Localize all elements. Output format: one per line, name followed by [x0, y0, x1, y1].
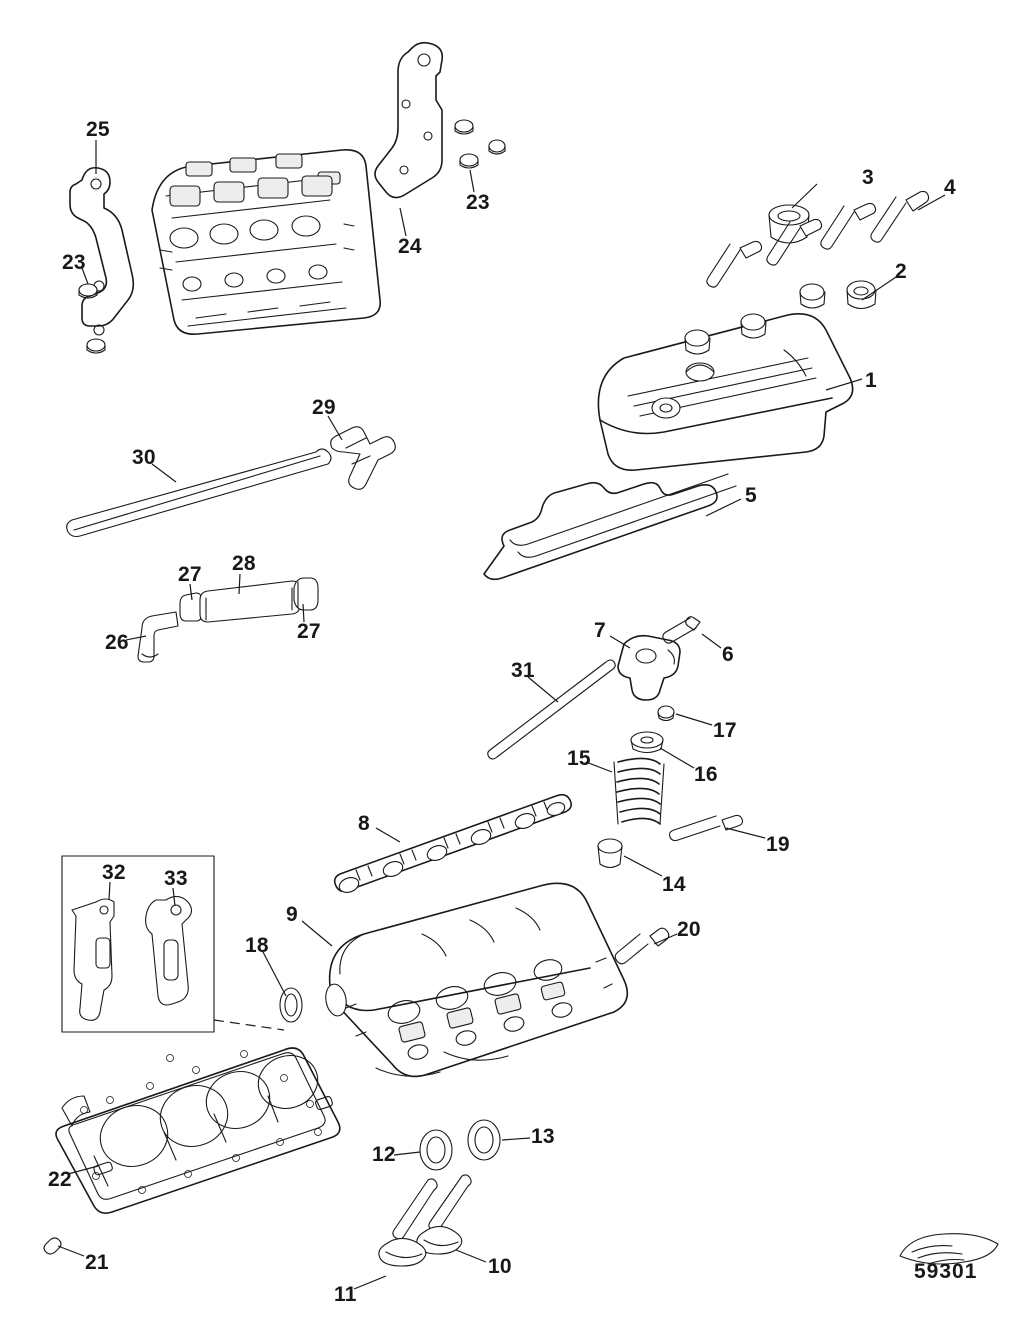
- callout-5: 5: [745, 484, 757, 507]
- callout-7: 7: [594, 619, 606, 642]
- part-cylinder-head: [323, 883, 627, 1076]
- callout-30: 30: [132, 446, 156, 469]
- callout-28: 28: [232, 552, 256, 575]
- callout-18: 18: [245, 934, 269, 957]
- callout-27-left: 27: [178, 563, 202, 586]
- callout-26: 26: [105, 631, 129, 654]
- part-lifting-bracket-rear: [375, 43, 442, 198]
- callout-2: 2: [895, 260, 907, 283]
- cylinder-head-top-view: [152, 150, 380, 334]
- callout-10: 10: [488, 1255, 512, 1278]
- callout-31: 31: [511, 659, 535, 682]
- callout-27-right: 27: [297, 620, 321, 643]
- part-rocker-shaft-assembly: [335, 795, 572, 895]
- callout-leaders: [58, 140, 945, 1289]
- part-hose-clamp-27-left: [180, 593, 202, 621]
- bracket-bolt-23-right: [455, 120, 505, 168]
- callout-24: 24: [398, 235, 422, 258]
- callout-19: 19: [766, 833, 790, 856]
- callout-11: 11: [334, 1283, 357, 1306]
- part-rocker-arm: [618, 636, 680, 700]
- callout-23-right: 23: [466, 191, 490, 214]
- part-valve-seal-ring-13: [468, 1120, 500, 1160]
- part-valve-stem-seal-12: [420, 1130, 452, 1170]
- part-stud-20: [615, 928, 669, 964]
- callout-9: 9: [286, 903, 298, 926]
- callout-29: 29: [312, 396, 336, 419]
- callout-32: 32: [102, 861, 126, 884]
- part-hose-clamp-27-right: [294, 578, 318, 610]
- callout-20: 20: [677, 918, 701, 941]
- part-rocker-cover: [598, 314, 852, 470]
- callout-15: 15: [567, 747, 591, 770]
- part-valve-keeper-17: [658, 706, 674, 721]
- part-spring-seat-14: [598, 839, 622, 868]
- callout-4: 4: [944, 176, 956, 199]
- callout-21: 21: [85, 1251, 109, 1274]
- callout-13: 13: [531, 1125, 555, 1148]
- part-push-rod: [488, 660, 616, 759]
- callout-6: 6: [722, 643, 734, 666]
- callout-12: 12: [372, 1143, 396, 1166]
- diagram-id-label: 59301: [914, 1260, 978, 1283]
- part-tube-30: [67, 449, 331, 537]
- part-hose-28: [200, 581, 300, 622]
- callout-3: 3: [862, 166, 874, 189]
- part-o-ring-18: [280, 988, 302, 1022]
- part-head-bolt-19: [670, 815, 743, 840]
- callout-1: 1: [865, 369, 877, 392]
- part-spring-retainer-16: [631, 732, 663, 753]
- callout-14: 14: [662, 873, 686, 896]
- part-head-gasket: [56, 1048, 340, 1213]
- part-rocker-cover-gasket: [484, 474, 736, 579]
- callout-22: 22: [48, 1168, 72, 1191]
- callout-25: 25: [86, 118, 110, 141]
- part-valve-spring-15: [614, 758, 664, 824]
- callout-23-left: 23: [62, 251, 86, 274]
- callout-8: 8: [358, 812, 370, 835]
- part-rocker-bolt-6: [663, 617, 700, 643]
- callout-17: 17: [713, 719, 737, 742]
- callout-16: 16: [694, 763, 718, 786]
- callout-33: 33: [164, 867, 188, 890]
